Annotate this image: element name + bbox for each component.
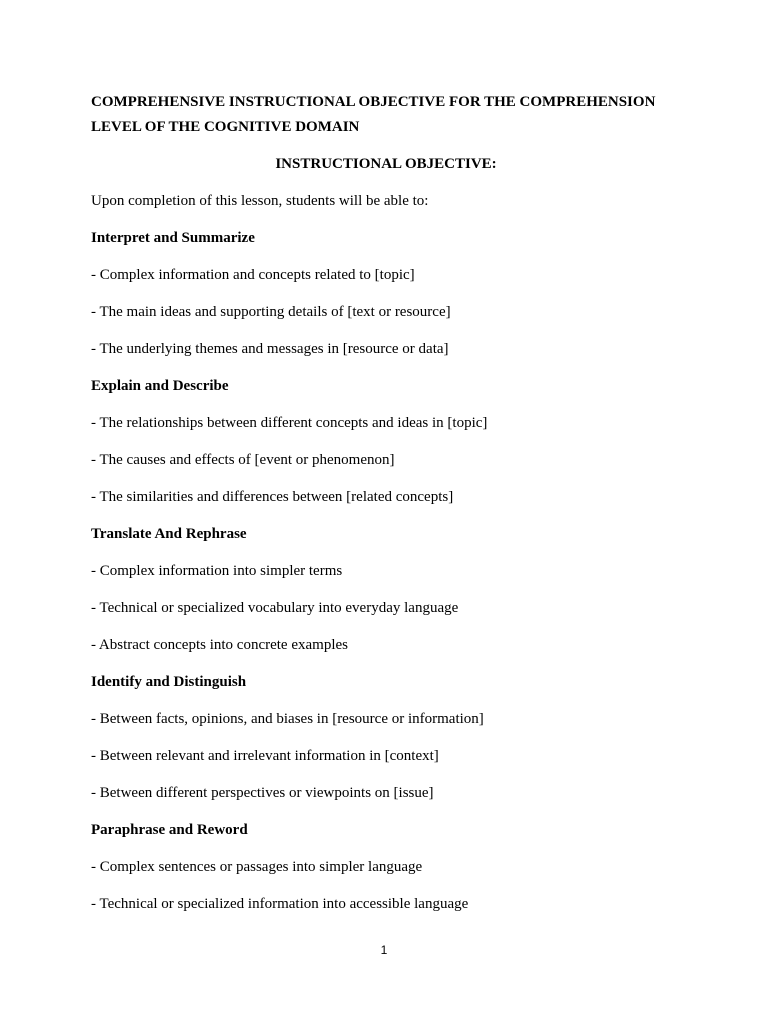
list-item: - Complex information and concepts related to [topic] [91,267,415,283]
section-translate-rephrase [91,522,681,658]
document-title: COMPREHENSIVE INSTRUCTIONAL OBJECTIVE FOR THE COMPREHENSION LEVEL OF THE COGNITIVE DOMAIN [91,94,656,135]
list-item: - Technical or specialized information into accessible language [91,896,469,912]
list-item: - Between different perspectives or viewpoints on [issue] [91,785,434,801]
section-heading: Interpret and Summarize [91,230,255,246]
list-item: - The relationships between different concepts and ideas in [topic] [91,415,488,431]
list-item: - Abstract concepts into concrete examples [91,637,348,653]
list-item: - The causes and effects of [event or phenomenon] [91,452,395,468]
section-interpret-summarize [91,226,681,362]
list-item: - Between relevant and irrelevant information in [context] [91,748,439,764]
section-heading: Explain and Describe [91,378,229,394]
list-item: - The similarities and differences between [related concepts] [91,489,454,505]
list-item: - Complex information into simpler terms [91,563,343,579]
section-paraphrase-reword [91,818,681,917]
list-item: - The underlying themes and messages in [resource or data] [91,341,449,357]
document-body [91,90,681,917]
list-item: - Technical or specialized vocabulary into everyday language [91,600,459,616]
section-identify-distinguish [91,670,681,806]
section-heading: Paraphrase and Reword [91,822,248,838]
intro-paragraph: Upon completion of this lesson, students will be able to: [91,193,429,209]
section-explain-describe [91,374,681,510]
list-item: - Complex sentences or passages into simpler language [91,859,423,875]
section-heading: Identify and Distinguish [91,674,247,690]
list-item: - The main ideas and supporting details of [text or resource] [91,304,451,320]
section-heading: Translate And Rephrase [91,526,247,542]
list-item: - Between facts, opinions, and biases in [resource or information] [91,711,484,727]
instructional-objective-heading: INSTRUCTIONAL OBJECTIVE: [275,156,497,172]
page-number: 1 [380,943,388,957]
